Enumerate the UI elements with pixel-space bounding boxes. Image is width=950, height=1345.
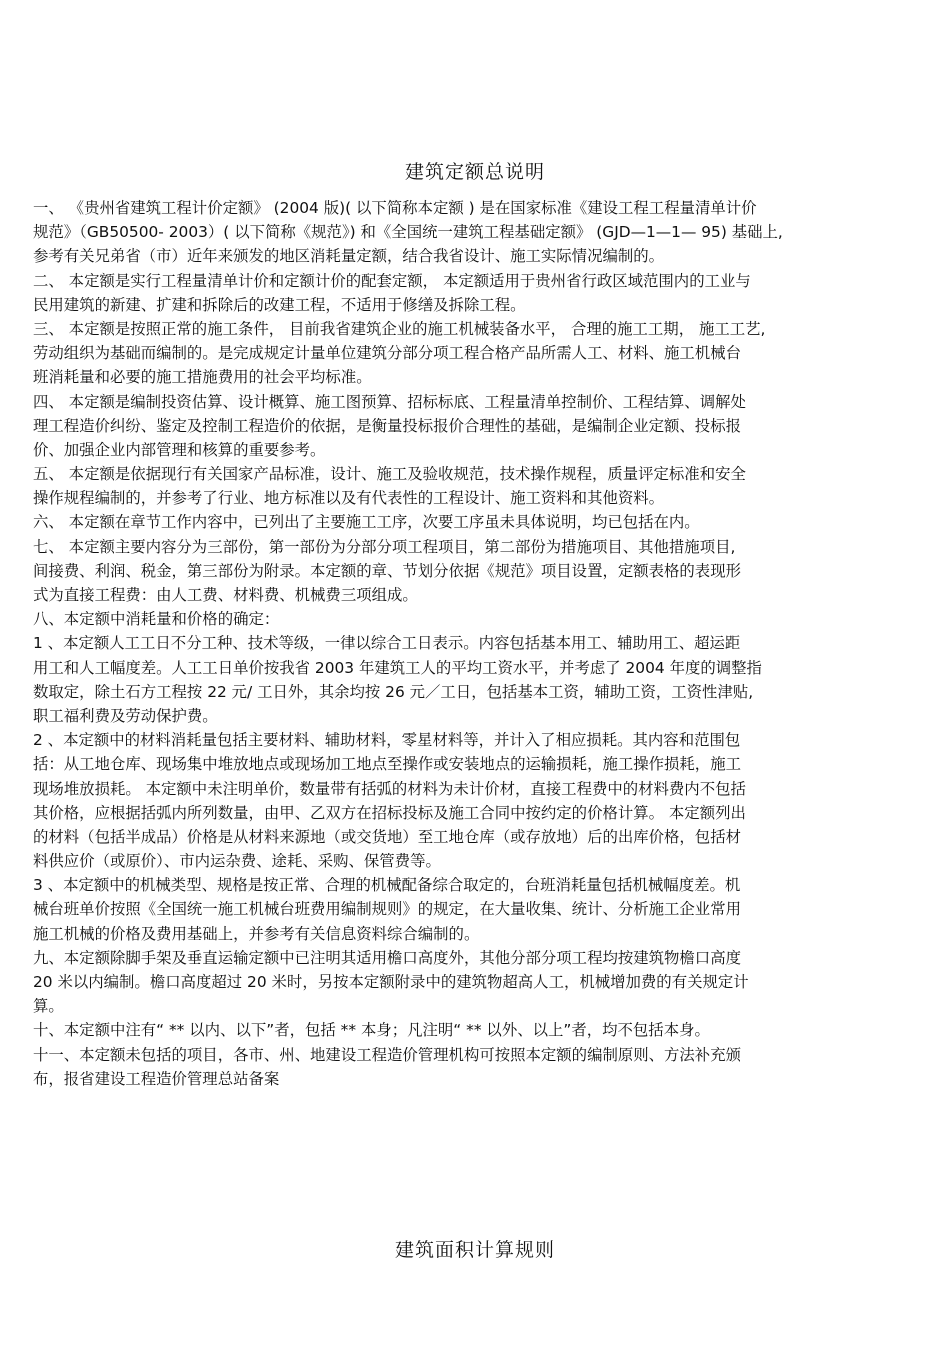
body-line: 劳动组织为基础而编制的。是完成规定计量单位建筑分部分项工程合格产品所需人工、材料、施工机械台: [33, 344, 741, 363]
body-line: 民用建筑的新建、扩建和拆除后的改建工程，不适用于修缮及拆除工程。: [33, 295, 526, 314]
body-line: 的材料（包括半成品）价格是从材料来源地（或交货地）至工地仓库（或存放地）后的出库价格，包括材: [33, 827, 741, 846]
body-line: 参考有关兄弟省（市）近年来颁发的地区消耗量定额，结合我省设计、施工实际情况编制的。: [33, 247, 665, 266]
body-line: 操作规程编制的，并参考了行业、地方标准以及有代表性的工程设计、施工资料和其他资料。: [33, 489, 665, 508]
body-line: 括：从工地仓库、现场集中堆放地点或现场加工地点至操作或安装地点的运输损耗，施工操作损耗，施工: [33, 755, 741, 774]
body-line: 算。: [33, 997, 64, 1016]
body-line: 八、本定额中消耗量和价格的确定：: [33, 610, 280, 629]
next-section-title: 建筑面积计算规则: [394, 1239, 555, 1261]
body-line: 间接费、利润、税金，第三部份为附录。本定额的章、节划分依据《规范》项目设置，定额表格的表现形: [33, 561, 741, 580]
body-line: 九、本定额除脚手架及垂直运输定额中已注明其适用檐口高度外，其他分部分项工程均按建筑物檐口高度: [33, 948, 741, 967]
body-line: 七、 本定额主要内容分为三部份，第一部份为分部分项工程项目，第二部份为措施项目、其他措施项目,: [33, 537, 736, 556]
body-line: 料供应价（或原价）、市内运杂费、途耗、采购、保管费等。: [33, 852, 441, 871]
body-line: 理工程造价纠纷、鉴定及控制工程造价的依据，是衡量投标报价合理性的基础，是编制企业定额、投标报: [33, 416, 741, 435]
body-line: 十一、本定额未包括的项目，各市、州、地建设工程造价管理机构可按照本定额的编制原则、方法补充颁: [33, 1045, 741, 1064]
body-line: 2 、本定额中的材料消耗量包括主要材料、辅助材料，零星材料等，并计入了相应损耗。其内容和范围包: [33, 731, 741, 750]
body-line: 施工机械的价格及费用基础上，并参考有关信息资料综合编制的。: [33, 924, 480, 943]
body-line: 十、本定额中注有“ ** 以内、以下”者，包括 ** 本身；凡注明“ ** 以外、以上”者，均不包括本身。: [33, 1021, 710, 1040]
document-title: 建筑定额总说明: [404, 161, 545, 183]
body-line: 3 、本定额中的机械类型、规格是按正常、合理的机械配备综合取定的，台班消耗量包括机械幅度差。机: [33, 876, 741, 895]
body-line: 其价格，应根据括弧内所列数量，由甲、乙双方在招标投标及施工合同中按约定的价格计算。 本定额列出: [33, 803, 746, 822]
body-line: 一、 《贵州省建筑工程计价定额》 (2004 版)( 以下简称本定额 ) 是在国家标准《建设工程工程量清单计价: [33, 199, 757, 217]
body-line: 式为直接工程费：由人工费、材料费、机械费三项组成。: [33, 586, 418, 604]
body-line: 规范》（GB50500- 2003）( 以下简称《规范》) 和《全国统一建筑工程基础定额》 (GJD—1—1— 95) 基础上,: [33, 223, 783, 242]
body-line: 二、 本定额是实行工程量清单计价和定额计价的配套定额， 本定额适用于贵州省行政区域范围内的工业与: [33, 271, 751, 290]
document-body: [33, 196, 923, 1091]
body-line: 械台班单价按照《全国统一施工机械台班费用编制规则》的规定，在大量收集、统计、分析施工企业常用: [33, 900, 741, 919]
body-line: 职工福利费及劳动保护费。: [33, 706, 218, 725]
body-line: 1 、本定额人工工日不分工种、技术等级，一律以综合工日表示。内容包括基本用工、辅助用工、超运距: [33, 634, 741, 653]
body-line: 班消耗量和必要的施工措施费用的社会平均标准。: [33, 368, 372, 387]
body-line: 现场堆放损耗。 本定额中未注明单价，数量带有括弧的材料为未计价材，直接工程费中的材料费内不包括: [33, 779, 746, 798]
body-line: 用工和人工幅度差。人工工日单价按我省 2003 年建筑工人的平均工资水平，并考虑了 2004 年度的调整指: [33, 658, 762, 677]
body-line: 六、 本定额在章节工作内容中，已列出了主要施工工序，次要工序虽未具体说明，均已包括在内。: [33, 513, 700, 532]
body-line: 价、加强企业内部管理和核算的重要参考。: [33, 440, 326, 459]
body-line: 四、 本定额是编制投资估算、设计概算、施工图预算、招标标底、工程量清单控制价、工程结算、调解处: [33, 392, 746, 411]
body-line: 布，报省建设工程造价管理总站备案: [33, 1069, 280, 1088]
body-line: 五、 本定额是依据现行有关国家产品标准，设计、施工及验收规范，技术操作规程，质量评定标准和安全: [33, 465, 746, 484]
body-line: 三、 本定额是按照正常的施工条件， 目前我省建筑企业的施工机械装备水平， 合理的施工工期， 施工工艺,: [33, 319, 766, 338]
body-line: 20 米以内编制。檐口高度超过 20 米时，另按本定额附录中的建筑物超高人工，机械增加费的有关规定计: [33, 973, 749, 991]
body-line: 数取定，除土石方工程按 22 元/ 工日外，其余均按 26 元／工日，包括基本工资，辅助工资，工资性津贴,: [33, 682, 754, 701]
